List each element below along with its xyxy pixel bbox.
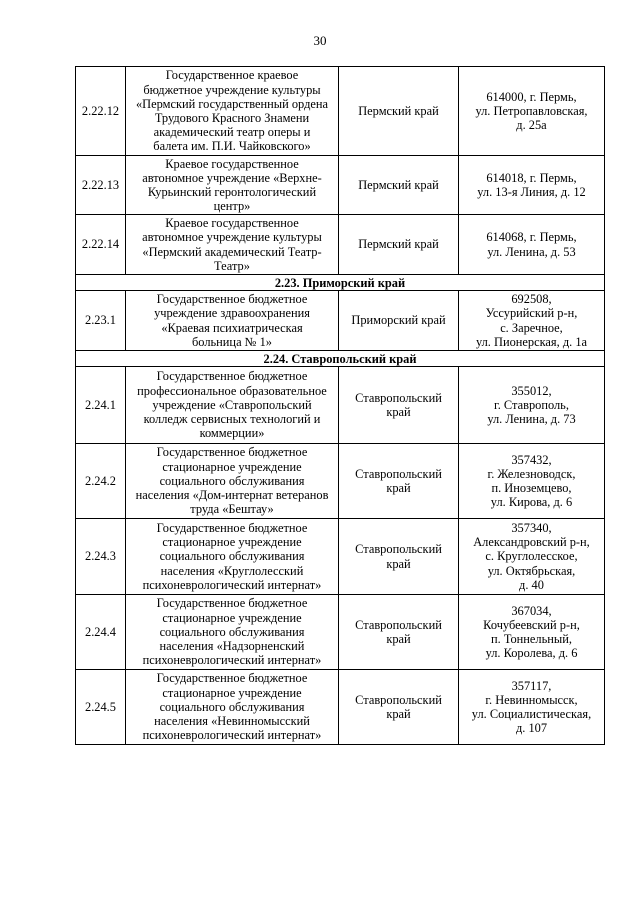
address-line: 367034, xyxy=(511,603,552,618)
row-number: 2.24.5 xyxy=(76,670,126,745)
table-row xyxy=(76,595,605,670)
institution-name-line: Краевое государственное xyxy=(165,156,299,171)
region-line: Ставропольский xyxy=(355,466,442,481)
institution-name-line: труда «Бештау» xyxy=(190,502,274,517)
institution-name-cell xyxy=(126,215,339,275)
institution-name-line: социального обслуживания xyxy=(159,549,305,564)
address-line: ул. Петропавловская, xyxy=(475,103,588,118)
address-line: Кочубеевский р-н, xyxy=(483,617,580,632)
address-line: 614018, г. Пермь, xyxy=(486,170,577,185)
institution-name-cell xyxy=(126,595,339,670)
row-number: 2.23.1 xyxy=(76,291,126,351)
institution-name-line: Государственное бюджетное xyxy=(156,445,308,460)
region-cell xyxy=(339,444,459,519)
institution-name-cell xyxy=(126,519,339,595)
address-line: д. 107 xyxy=(515,721,548,736)
institution-name-line: населения «Круглолесский xyxy=(160,563,304,578)
institution-name-line: социального обслуживания xyxy=(159,624,305,639)
row-number: 2.22.12 xyxy=(76,67,126,156)
address-line: ул. Пионерская, д. 1а xyxy=(475,334,588,349)
address-line: п. Иноземцево, xyxy=(491,481,572,495)
region-cell xyxy=(339,215,459,275)
institution-name-cell xyxy=(126,67,339,156)
institution-name-line: психоневрологический интернат» xyxy=(142,728,322,743)
table-row xyxy=(76,67,605,156)
address-cell xyxy=(459,444,605,519)
row-number: 2.24.2 xyxy=(76,444,126,519)
address-line: ул. 13-я Линия, д. 12 xyxy=(477,185,586,199)
address-cell xyxy=(459,519,605,595)
institution-name-line: академический театр оперы и xyxy=(153,125,311,140)
institution-name-line: «Краевая психиатрическая xyxy=(161,320,303,335)
institution-name-line: Курьинский геронтологический xyxy=(147,185,317,199)
region-line: Пермский край xyxy=(358,103,439,118)
region-line: край xyxy=(386,556,411,571)
address-line: ул. Социалистическая, xyxy=(471,707,592,721)
address-line: с. Заречное, xyxy=(500,320,563,335)
address-line: ул. Ленина, д. 53 xyxy=(487,244,576,259)
table-row xyxy=(76,215,605,275)
row-number: 2.24.4 xyxy=(76,595,126,670)
region-line: Ставропольский xyxy=(355,617,442,632)
institution-name-line: профессиональное образовательное xyxy=(137,383,327,398)
address-line: 357117, xyxy=(511,678,552,693)
section-header-row xyxy=(76,275,605,291)
region-line: Пермский край xyxy=(358,177,439,192)
region-cell xyxy=(339,519,459,595)
row-number: 2.22.13 xyxy=(76,156,126,215)
region-line: край xyxy=(386,707,411,721)
region-line: край xyxy=(386,481,411,495)
address-line: ул. Октябрьская, xyxy=(487,563,576,578)
region-cell xyxy=(339,595,459,670)
address-line: 692508, xyxy=(511,292,552,307)
region-line: Приморский край xyxy=(351,313,446,328)
region-line: край xyxy=(386,405,411,419)
institution-name-cell xyxy=(126,291,339,351)
institution-name-line: учреждение «Ставропольский xyxy=(152,397,312,412)
address-cell xyxy=(459,156,605,215)
address-line: 614068, г. Пермь, xyxy=(486,230,577,245)
region-cell xyxy=(339,670,459,745)
institution-name-line: Государственное бюджетное xyxy=(156,292,308,307)
region-line: Пермский край xyxy=(358,237,439,252)
address-cell xyxy=(459,595,605,670)
institution-name-line: стационарное учреждение xyxy=(162,459,302,474)
section-title: 2.23. Приморский край xyxy=(76,275,605,291)
table-row xyxy=(76,367,605,444)
table-row xyxy=(76,291,605,351)
address-line: 355012, xyxy=(511,383,552,398)
institution-name-line: автономное учреждение культуры xyxy=(142,230,322,245)
institution-name-line: Государственное бюджетное xyxy=(156,369,308,384)
institution-name-line: стационарное учреждение xyxy=(162,685,302,700)
row-number: 2.24.1 xyxy=(76,367,126,444)
institution-name-line: Театр» xyxy=(214,258,250,273)
address-line: с. Круглолесское, xyxy=(485,549,578,564)
institution-name-line: психоневрологический интернат» xyxy=(142,577,322,592)
address-line: ул. Ленина, д. 73 xyxy=(487,412,576,427)
address-line: г. Невинномысск, xyxy=(485,692,578,707)
institution-name-line: психоневрологический интернат» xyxy=(142,653,322,668)
institution-name-line: учреждение здравоохранения xyxy=(154,306,310,321)
table-row xyxy=(76,444,605,519)
table-row xyxy=(76,670,605,745)
region-line: край xyxy=(386,632,411,646)
address-cell xyxy=(459,367,605,444)
institutions-table xyxy=(75,66,605,745)
region-cell xyxy=(339,67,459,156)
address-line: г. Ставрополь, xyxy=(494,397,569,412)
region-cell xyxy=(339,367,459,444)
institution-name-line: центр» xyxy=(213,199,251,214)
institution-name-line: Государственное бюджетное xyxy=(156,520,308,535)
address-cell xyxy=(459,291,605,351)
institution-name-line: Краевое государственное xyxy=(165,216,299,231)
institution-name-line: стационарное учреждение xyxy=(162,610,302,625)
row-number: 2.22.14 xyxy=(76,215,126,275)
institution-name-line: социального обслуживания xyxy=(159,699,305,714)
institution-name-cell xyxy=(126,156,339,215)
institution-name-line: населения «Дом-интернат ветеранов xyxy=(135,488,329,503)
region-cell xyxy=(339,291,459,351)
institution-name-cell xyxy=(126,367,339,444)
table-body xyxy=(76,67,605,745)
table-row xyxy=(76,156,605,215)
institution-name-line: колледж сервисных технологий и xyxy=(143,412,321,427)
address-line: п. Тоннельный, xyxy=(491,632,572,646)
address-line: 357340, xyxy=(511,520,552,535)
address-cell xyxy=(459,215,605,275)
region-line: Ставропольский xyxy=(355,390,442,405)
address-cell xyxy=(459,67,605,156)
institution-name-line: социального обслуживания xyxy=(159,473,305,488)
institution-name-line: бюджетное учреждение культуры xyxy=(143,82,321,97)
table-row xyxy=(76,519,605,595)
address-cell xyxy=(459,670,605,745)
section-header-row xyxy=(76,351,605,367)
institution-name-line: населения «Невинномысский xyxy=(154,714,310,729)
section-title: 2.24. Ставропольский край xyxy=(76,351,605,367)
address-line: Уссурийский р-н, xyxy=(485,306,578,321)
institution-name-line: населения «Надзорненский xyxy=(159,639,305,654)
institution-name-line: Государственное бюджетное xyxy=(156,596,308,611)
page-number: 30 xyxy=(313,33,327,48)
institution-name-line: коммерции» xyxy=(199,426,265,441)
address-line: г. Железноводск, xyxy=(487,466,576,481)
row-number: 2.24.3 xyxy=(76,519,126,595)
institution-name-line: «Пермский академический Театр- xyxy=(142,244,322,259)
institution-name-line: автономное учреждение «Верхне- xyxy=(142,170,322,185)
address-line: д. 25а xyxy=(516,118,547,133)
address-line: ул. Кирова, д. 6 xyxy=(490,495,573,510)
institution-name-line: больница № 1» xyxy=(192,334,272,349)
address-line: 614000, г. Пермь, xyxy=(486,89,577,104)
institution-name-line: Государственное краевое xyxy=(165,68,299,83)
institution-name-line: Трудового Красного Знамени xyxy=(154,111,310,125)
institution-name-line: балета им. П.И. Чайковского» xyxy=(153,139,311,154)
address-line: ул. Королева, д. 6 xyxy=(485,646,578,661)
address-line: 357432, xyxy=(511,452,552,467)
institution-name-cell xyxy=(126,444,339,519)
institution-name-line: «Пермский государственный ордена xyxy=(135,96,329,111)
region-line: Ставропольский xyxy=(355,692,442,707)
address-line: д. 40 xyxy=(519,577,544,592)
region-cell xyxy=(339,156,459,215)
institution-name-line: стационарное учреждение xyxy=(162,535,302,550)
address-line: Александровский р-н, xyxy=(473,535,590,550)
institution-name-line: Государственное бюджетное xyxy=(156,671,308,686)
institution-name-cell xyxy=(126,670,339,745)
region-line: Ставропольский xyxy=(355,542,442,557)
